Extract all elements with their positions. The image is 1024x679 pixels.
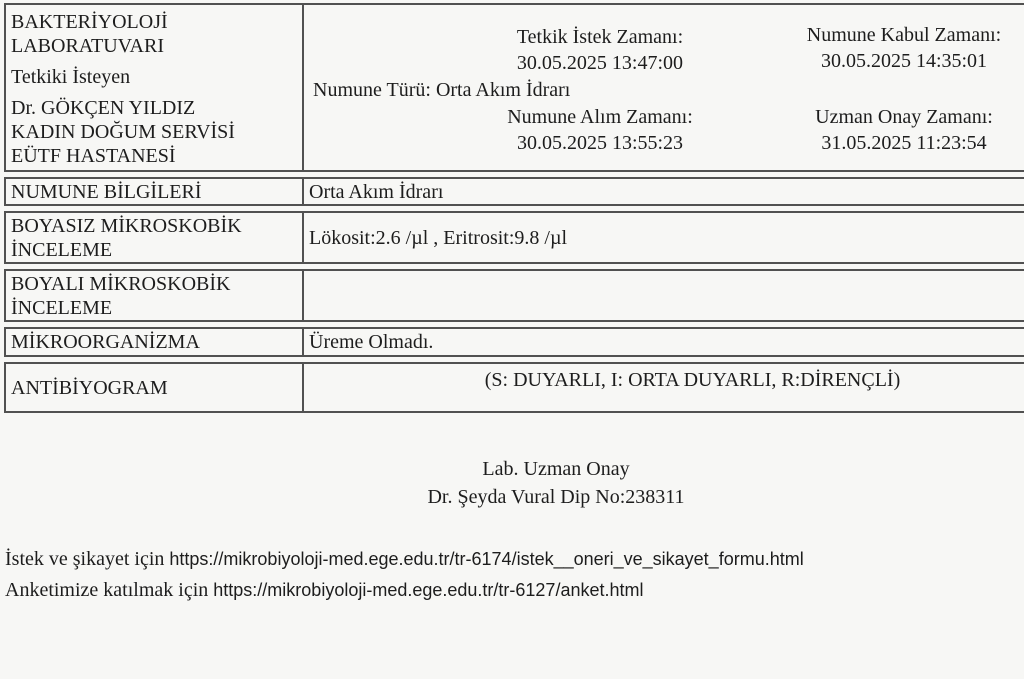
sample-collect-time-label: Numune Alım Zamanı: [507,106,693,128]
table-row-sample-info [4,177,1024,206]
row-value: (S: DUYARLI, I: ORTA DUYARLI, R:DİRENÇLİ) [484,369,901,391]
row-value: Orta Akım İdrarı [309,180,444,203]
report-header-row [4,3,1024,172]
table-row-microorganism [4,327,1024,357]
expert-approve-time-block [815,104,993,156]
row-value [304,271,1024,320]
table-row-unstained-microscopy [4,211,1024,264]
approval-title: Lab. Uzman Onay [482,458,630,480]
survey-label: Anketimize katılmak için [5,579,209,601]
requester-label: Tetkiki İsteyen [11,66,131,88]
sample-accept-time-label: Numune Kabul Zamanı: [806,24,1002,46]
complaint-line [5,544,804,575]
row-value: Lökosit:2.6 /µl , Eritrosit:9.8 /µl [309,226,568,249]
row-label: ANTİBİYOGRAM [6,364,304,411]
approver-name: Dr. Şeyda Vural Dip No:238311 [427,486,685,508]
survey-url: https://mikrobiyoloji-med.ege.edu.tr/tr-6127/anket.html [213,580,644,600]
request-time-label: Tetkik İstek Zamanı: [516,26,684,48]
request-time-value: 30.05.2025 13:47:00 [516,52,684,74]
header-left-cell [6,5,304,170]
table-row-antibiogram [4,362,1024,413]
doctor-name: Dr. GÖKÇEN YILDIZ [11,97,196,119]
requester-details [11,96,300,168]
request-time-block [517,24,683,76]
sample-type-line: Numune Türü: Orta Akım İdrarı [313,79,571,101]
sample-accept-time-value: 30.05.2025 14:35:01 [820,50,988,72]
approval-signature-block [427,455,684,511]
survey-line [5,575,804,606]
sample-collect-time-value: 30.05.2025 13:55:23 [516,132,684,154]
row-label: NUMUNE BİLGİLERİ [6,179,304,204]
complaint-url: https://mikrobiyoloji-med.ege.edu.tr/tr-6174/istek__oneri_ve_sikayet_formu.html [169,549,804,569]
sample-accept-time-block [807,22,1001,74]
lab-title: BAKTERİYOLOJİ LABORATUVARI [11,11,168,57]
complaint-label: İstek ve şikayet için [5,548,165,570]
sample-collect-time-block [507,104,693,156]
expert-approve-time-label: Uzman Onay Zamanı: [815,106,993,128]
row-label: BOYALI MİKROSKOBİK İNCELEME [6,271,304,320]
row-label: BOYASIZ MİKROSKOBİK İNCELEME [6,213,304,262]
footer-links [5,544,804,606]
header-right-cell [304,5,1024,170]
service-name: KADIN DOĞUM SERVİSİ [11,121,235,143]
table-row-stained-microscopy [4,269,1024,322]
hospital-name: EÜTF HASTANESİ [11,145,176,167]
row-label: MİKROORGANİZMA [6,329,304,355]
row-value: Üreme Olmadı. [309,331,434,353]
expert-approve-time-value: 31.05.2025 11:23:54 [821,132,987,154]
report-table [4,3,1024,418]
